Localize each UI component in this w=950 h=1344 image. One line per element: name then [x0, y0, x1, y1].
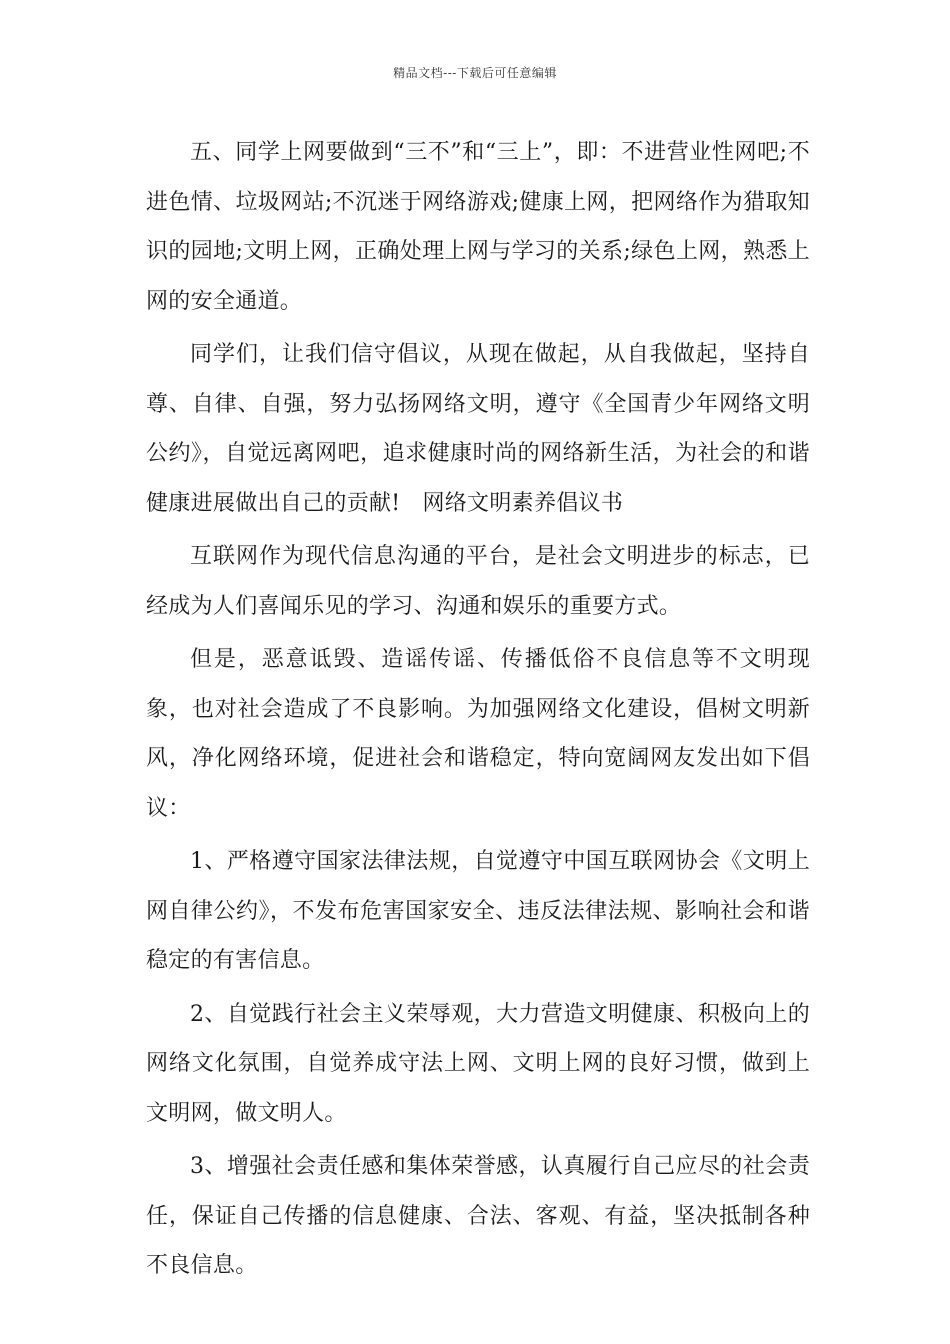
inline-document-title: 网络文明素养倡议书 — [422, 490, 624, 516]
paragraph-item-2 — [146, 990, 810, 1139]
paragraph-text: 同学们，让我们信守倡议，从现在做起，从自我做起，坚持自尊、自律、自强，努力弘扬网络文明，遵守《全国青少年网络文明公约》，自觉远离网吧，追求健康时尚的网络新生活，为社会的和谐健康进展做出自己的贡献! — [146, 342, 810, 516]
page-header: 精品文档---下载后可任意编辑 — [393, 66, 557, 80]
document-body — [146, 128, 810, 1295]
paragraph-five-rules — [146, 128, 810, 326]
paragraph-internet-platform — [146, 532, 810, 631]
paragraph-text: 3、增强社会责任感和集体荣誉感，认真履行自己应尽的社会责任，保证自己传播的信息健康、合法、客观、有益，坚决抵制各种不良信息。 — [146, 1154, 810, 1278]
paragraph-appeal — [146, 330, 810, 528]
paragraph-uncivilized-phenomena — [146, 635, 810, 833]
paragraph-text: 五、同学上网要做到“三不”和“三上”，即：不进营业性网吧;不进色情、垃圾网站;不沉迷于网络游戏;健康上网，把网络作为猎取知识的园地;文明上网，正确处理上网与学习的关系;绿色上网，熟悉上网的安全通道。 — [146, 140, 810, 314]
paragraph-text: 2、自觉践行社会主义荣辱观，大力营造文明健康、积极向上的网络文化氛围，自觉养成守法上网、文明上网的良好习惯，做到上文明网，做文明人。 — [146, 1001, 810, 1126]
paragraph-item-1 — [146, 837, 810, 986]
paragraph-text: 1、严格遵守国家法律法规，自觉遵守中国互联网协会《文明上网自律公约》，不发布危害国家安全、违反法律法规、影响社会和谐稳定的有害信息。 — [146, 849, 810, 973]
paragraph-text: 互联网作为现代信息沟通的平台，是社会文明进步的标志，已经成为人们喜闻乐见的学习、沟通和娱乐的重要方式。 — [146, 544, 810, 619]
paragraph-text: 但是，恶意诋毁、造谣传谣、传播低俗不良信息等不文明现象，也对社会造成了不良影响。为加强网络文化建设，倡树文明新风，净化网络环境，促进社会和谐稳定，特向宽阔网友发出如下倡议： — [146, 647, 810, 821]
paragraph-item-3 — [146, 1142, 810, 1291]
